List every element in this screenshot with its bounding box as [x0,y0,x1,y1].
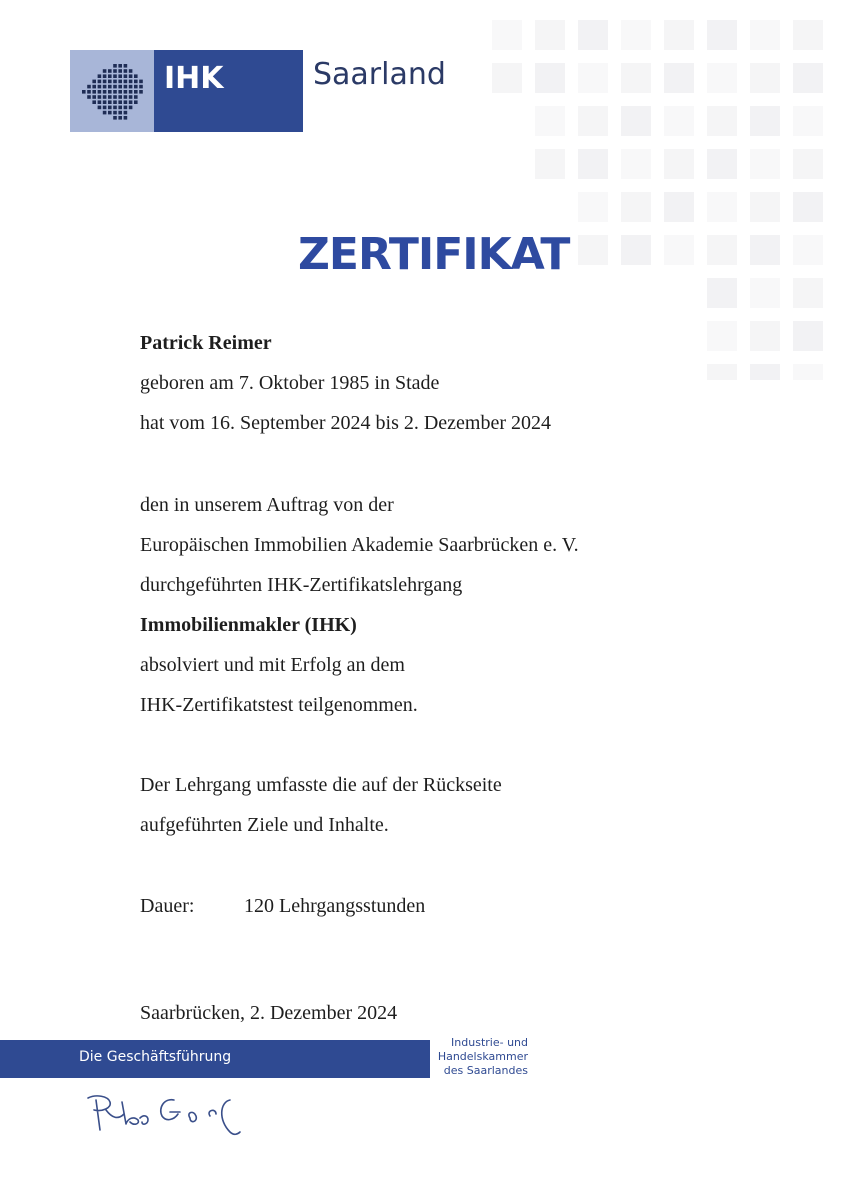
chamber-name [436,1036,528,1078]
body-line-2: Europäischen Immobilien Akademie Saarbrücken e. V. [140,534,579,556]
management-band [0,1040,430,1078]
duration-value: 120 Lehrgangsstunden [244,895,426,917]
birth-line: geboren am 7. Oktober 1985 in Stade [140,372,440,394]
chamber-line-2: Handelskammer [437,1050,528,1063]
logo-mark: IHK [154,50,303,132]
management-label: Die Geschäftsführung [79,1049,232,1065]
body-line-6: Der Lehrgang umfasste die auf der Rückseite [140,774,502,796]
handwritten-signature [82,1088,262,1140]
body-line-7: aufgeführten Ziele und Inhalte. [140,814,389,836]
body-line-1: den in unserem Auftrag von der [140,494,394,516]
body-line-5: IHK-Zertifikatstest teilgenommen. [140,694,418,716]
place-date: Saarbrücken, 2. Dezember 2024 [140,1002,398,1024]
saarland-map-icon [70,50,154,132]
period-line: hat vom 16. September 2024 bis 2. Dezember 2024 [140,412,552,434]
course-name: Immobilienmakler (IHK) [140,614,357,636]
ihk-logo [70,50,446,132]
decorative-dot-grid [480,0,842,380]
body-line-3: durchgeführten IHK-Zertifikatslehrgang [140,574,463,596]
recipient-name: Patrick Reimer [140,332,272,354]
chamber-line-3: des Saarlandes [443,1064,528,1077]
body-line-4: absolviert und mit Erfolg an dem [140,654,405,676]
certificate-title: ZERTIFIKAT [298,229,570,280]
duration-label: Dauer: [140,895,195,917]
chamber-line-1: Industrie- und [451,1036,528,1049]
logo-name: Saarland [313,57,446,92]
